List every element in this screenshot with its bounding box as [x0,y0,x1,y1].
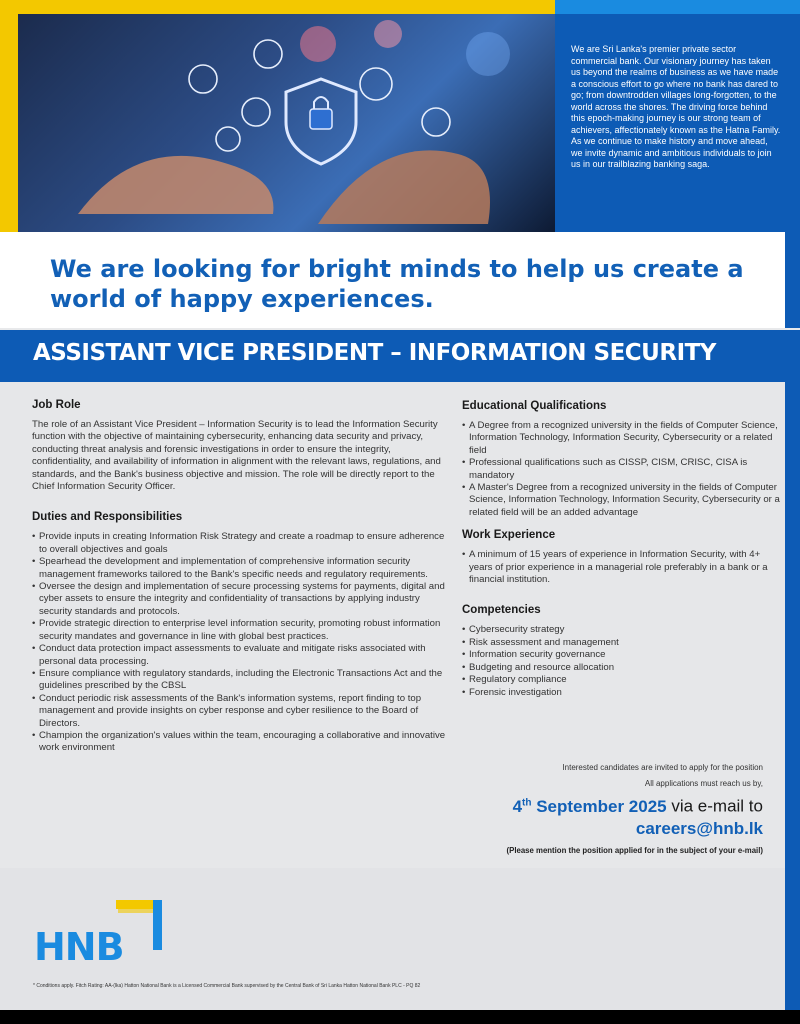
bank-icon [360,68,392,100]
right-hand-shape [318,150,490,224]
application-info [443,760,763,855]
list-item: • Champion the organization's values within the team, encouraging a collaborative and innovative work environment [32,730,452,755]
tagline-band [0,232,800,328]
list-item: • Professional qualifications such as CISSP, CISM, CRISC, CISA is mandatory [462,457,782,482]
apply-deadline-intro: All applications must reach us by, [644,779,763,788]
experience-list [462,549,782,586]
list-item: • Information security governance [462,649,782,661]
list-item: • Provide strategic direction to enterprise level information security, promoting robust information security mandates and governance in line with global best practices. [32,618,452,643]
hero-yellow-top-bar [0,0,555,14]
list-item: • Risk assessment and management [462,637,782,649]
list-item: • Spearhead the development and implementation of comprehensive information security management frameworks tailored to the Bank's specific needs and regulatory requirements. [32,556,452,581]
hero-yellow-left-bar [0,0,18,232]
left-column [32,399,452,755]
hero-photo-cybersecurity [18,14,555,232]
list-item: • Ensure compliance with regulatory standards, including the Electronic Transactions Act and the guidelines prescribed by the CBSL [32,668,452,693]
apply-note: (Please mention the position applied for in the subject of your e-mail) [506,845,763,855]
list-item: • Budgeting and resource allocation [462,662,782,674]
apply-via: via e-mail to [666,796,763,816]
competencies-heading: Competencies [462,604,541,617]
list-item: • Forensic investigation [462,687,782,699]
cloud-lock-icon [216,127,240,151]
list-item: • A Degree from a recognized university in the fields of Computer Science, Information Technology, Information Security, Cybersecurity or a related field [462,420,782,457]
hero-intro-panel [555,0,800,232]
cyber-lock-illustration [18,14,555,232]
money-icon [422,108,450,136]
list-item: • Provide inputs in creating Information Risk Strategy and create a roadmap to ensure adherence to overall objectives and goals [32,531,452,556]
bank-intro-text: We are Sri Lanka's premier private sector commercial bank. Our visionary journey has taken us beyond the realms of business as we have made a conscious effort to go where no bank has dared to go; from downtrodden villages long-forgotten, to the world across the shores. The driving force behind this epoch-making journey is our strong team of achievers, affectionately known as the Hatna Family. As we continue to make history and move ahead, we invite dynamic and ambitious individuals to join us in our trailblazing banking saga. [571,44,781,169]
document-icon [189,65,217,93]
position-title: ASSISTANT VICE PRESIDENT – INFORMATION SECURITY [33,340,716,366]
list-item: • Cybersecurity strategy [462,624,782,636]
shield-lock-icon [286,79,356,164]
list-item: • Regulatory compliance [462,674,782,686]
mobile-lock-icon [242,98,270,126]
competencies-list [462,624,782,698]
deadline-month-year: September 2025 [531,796,667,816]
hnb-logo-text: HNB [34,925,124,969]
bottom-edge [0,1010,800,1024]
deadline-day-suffix: th [522,797,532,808]
disclaimer: * Conditions apply. Fitch Rating: AA-(lka) Hatton National Bank is a Licensed Commercial Bank supervised by the Central Bank of Sri Lanka Hatton National Bank PLC - PQ 82 [33,983,421,989]
apply-invite: Interested candidates are invited to apply for the position [562,763,763,772]
hero-section [0,0,800,232]
education-list [462,420,782,519]
job-role-heading: Job Role [32,399,81,411]
right-column [462,400,782,699]
duties-heading: Duties and Responsibilities [32,511,183,524]
list-item: • Oversee the design and implementation of secure processing systems for payments, digital and cyber assets to ensure the integrity and confidentiality of transactions by applying industry security standards and protocols. [32,581,452,618]
position-title-bar [0,330,800,382]
list-item: • A minimum of 15 years of experience in Information Security, with 4+ years of prior experience in a managerial role preferably in a bank or a financial institution. [462,549,782,586]
apply-deadline [443,792,763,818]
left-hand-shape [78,156,273,214]
footer [0,868,800,1010]
list-item: • A Master's Degree from a recognized university in the fields of Computer Science, Information Technology, Information Security, Cybersecurity or a related field will be an added advantage [462,482,782,519]
deadline-day: 4 [512,796,523,816]
list-item: • Conduct periodic risk assessments of the Bank's information systems, report finding to top management and provide insights on cyber response and cyber resilience to the Board of Directors. [32,693,452,730]
duties-list [32,531,452,754]
cloud-icon [254,40,282,68]
job-details [0,382,800,868]
experience-heading: Work Experience [462,529,556,542]
tagline: We are looking for bright minds to help us create a world of happy experiences. [50,255,744,313]
list-item: • Conduct data protection impact assessments to evaluate and mitigate risks associated with personal data processing. [32,643,452,668]
careers-email-link[interactable]: careers@hnb.lk [635,818,763,838]
job-role-text: The role of an Assistant Vice President – Information Security is to lead the Information Security function with the objective of maintaining cybersecurity, enhancing data security and privacy, conducting threat analysis and forensic investigations in order to ensure the integrity, confidentiality, and availability of information in alignment with the relevant laws, regulations, and standards, and the Bank's business objective and mission. The role will be directly report to the Chief Information Security Officer. [32,419,441,493]
education-heading: Educational Qualifications [462,400,607,412]
hnb-logo [34,900,174,970]
